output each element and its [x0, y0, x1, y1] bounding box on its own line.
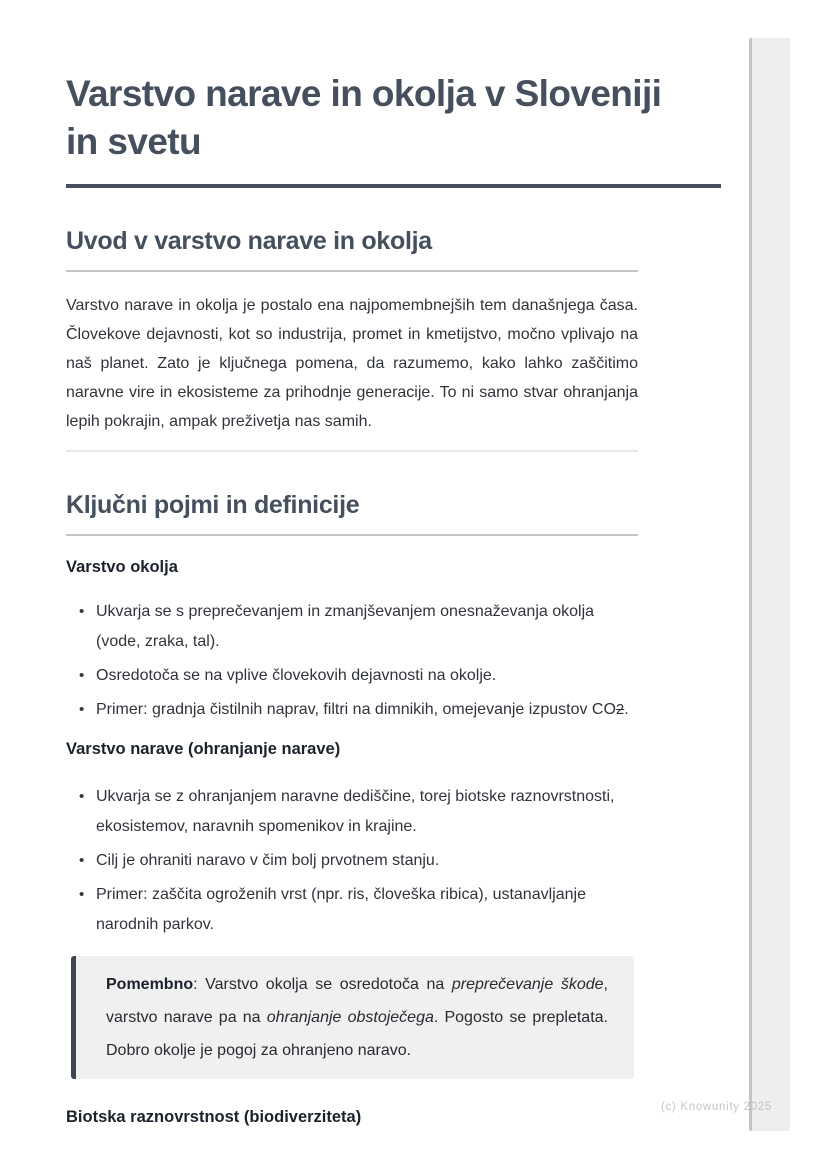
list-item-text: Ukvarja se s preprečevanjem in zmanjševanjem onesnaževanja okolja (vode, zraka, tal). [96, 603, 595, 650]
callout-bold-label: Pomembno [106, 976, 194, 993]
list-item-text: Ukvarja se z ohranjanjem naravne dediščine, torej biotske raznovrstnosti, ekosistemov, naravnih spomenikov in krajine. [96, 788, 615, 835]
callout-text-segment: , varstvo narave pa na [106, 976, 608, 1026]
varstvo-okolja-list [66, 597, 638, 725]
list-item [96, 846, 638, 876]
callout-italic-segment: preprečevanje škode [451, 976, 604, 993]
concepts-heading-divider [66, 534, 638, 536]
list-item [96, 880, 638, 940]
section-divider [66, 450, 638, 452]
list-item-text: Cilj je ohraniti naravo v čim bolj prvotnem stanju. [96, 852, 440, 869]
copyright-footer: (c) Knowunity 2025 [660, 1101, 772, 1113]
document-title: Varstvo narave in okolja v Sloveniji in svetu [66, 73, 662, 162]
co2-subscript-struck: 2 [615, 701, 625, 718]
list-item [96, 782, 638, 842]
subheading-varstvo-narave: Varstvo narave (ohranjanje narave) [66, 740, 341, 758]
intro-heading: Uvod v varstvo narave in okolja [66, 227, 432, 255]
title-divider [66, 184, 721, 188]
callout-text-segment: : Varstvo okolja se osredotoča na [193, 976, 452, 993]
varstvo-narave-list [66, 782, 638, 940]
list-item [96, 597, 638, 657]
list-item-text: Primer: zaščita ogroženih vrst (npr. ris, človeška ribica), ustanavljanje narodnih parkov. [96, 886, 586, 933]
list-item [96, 695, 638, 725]
important-callout [71, 956, 634, 1079]
document-page [66, 0, 662, 1128]
subheading-biodiverziteta: Biotska raznovrstnost (biodiverziteta) [66, 1108, 362, 1126]
list-item [96, 661, 638, 691]
subheading-varstvo-okolja: Varstvo okolja [66, 558, 178, 576]
intro-paragraph: Varstvo narave in okolja je postalo ena najpomembnejših tem današnjega časa. Človekove dejavnosti, kot so industrija, promet in kmetijstvo, močno vplivajo na naš planet. Zato je ključnega pomena, da razumemo, kako lahko zaščitimo naravne vire in ekosisteme za prihodnje generacije. To ni samo stvar ohranjanja lepih pokrajin, ampak preživetja nas samih. [66, 297, 638, 430]
section-intro [66, 226, 638, 436]
section-concepts [66, 490, 638, 1128]
intro-heading-divider [66, 270, 638, 272]
callout-text-segment: . Pogosto se prepletata. Dobro okolje je pogoj za ohranjeno naravo. [106, 1009, 608, 1059]
list-item-text: Primer: gradnja čistilnih naprav, filtri na dimnikih, omejevanje izpustov CO [96, 701, 616, 718]
list-item-text: Osredotoča se na vplive človekovih dejavnosti na okolje. [96, 667, 497, 684]
callout-italic-segment: ohranjanje obstoječega [266, 1009, 434, 1026]
callout-text [106, 968, 608, 1067]
concepts-heading: Ključni pojmi in definicije [66, 491, 360, 519]
list-item-text: . [624, 701, 629, 718]
scrollbar-track[interactable] [749, 38, 790, 1131]
